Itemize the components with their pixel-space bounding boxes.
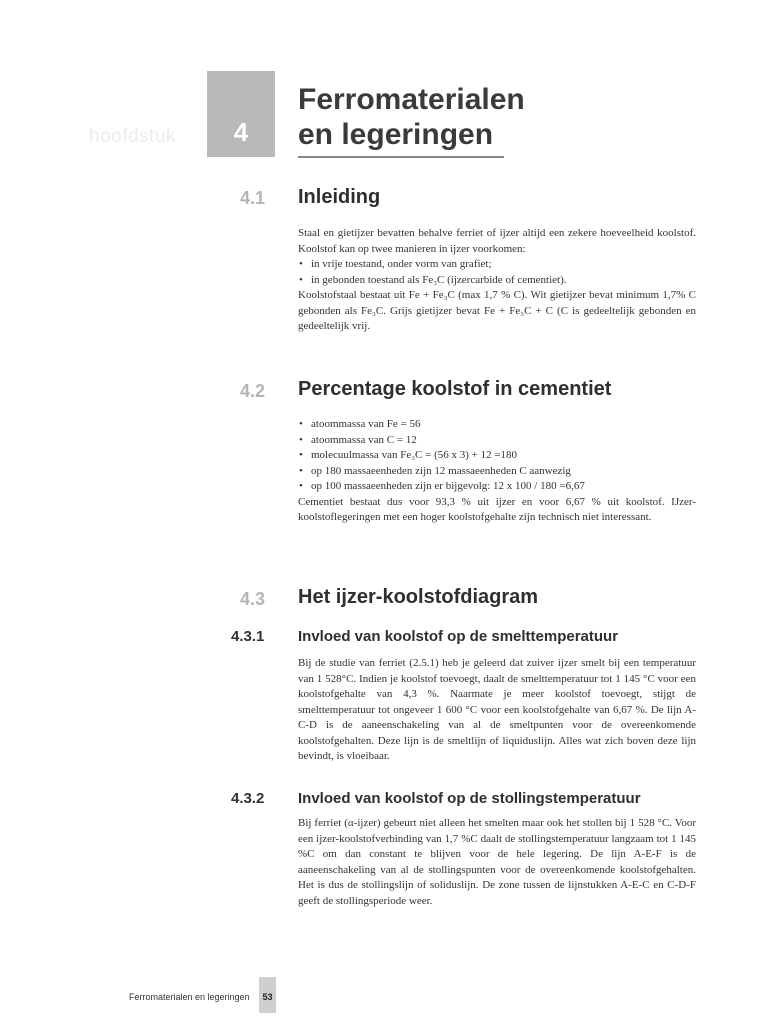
paragraph: Staal en gietijzer bevatten behalve ferriet of ijzer altijd een zekere hoeveelheid koolstof. Koolstof kan op twee manieren in ijzer voorkomen: xyxy=(298,227,696,255)
paragraph: Koolstofstaal bestaat uit Fe + Fe₃C (max 1,7 % C). Wit gietijzer bevat minimum 1,7% C gebonden als Fe₃C. Grijs gietijzer bevat Fe + Fe₃C + C (C is gedeeltelijk gebonden en gedeeltelijk vrij. xyxy=(298,289,696,332)
bullet-list xyxy=(298,257,696,288)
list-item: • atoommassa van Fe = 56 xyxy=(298,417,696,433)
subsection-number: 4.3.2 xyxy=(231,790,265,807)
list-item: • in vrije toestand, onder vorm van grafiet; xyxy=(298,257,696,273)
chapter-title xyxy=(298,82,525,152)
section-number: 4.1 xyxy=(240,188,266,208)
title-underline xyxy=(298,156,504,158)
section-title: Percentage koolstof in cementiet xyxy=(298,378,612,400)
section-number: 4.3 xyxy=(240,589,266,609)
list-item: • in gebonden toestand als Fe₃C (ijzercarbide of cementiet). xyxy=(298,273,696,289)
subsection-body xyxy=(298,816,696,909)
section-title: Het ijzer-koolstofdiagram xyxy=(298,586,539,608)
list-item: • atoommassa van C = 12 xyxy=(298,433,696,449)
subsection-title: Invloed van koolstof op de stollingstemperatuur xyxy=(298,790,641,807)
chapter-number: 4 xyxy=(233,116,249,147)
list-item: • op 180 massaeenheden zijn 12 massaeenheden C aanwezig xyxy=(298,464,696,480)
paragraph: Bij ferriet (α-ijzer) gebeurt niet alleen het smelten maar ook het stollen bij 1 528 °C. Voor een ijzer-koolstofverbinding van 1,7 %C daalt de stollingstemperatuur langzaam tot 1 145 %C om dan constant te blijven voor de hele legering. De lijn A-E-F is de aaneenschakeling van al de stollingspunten voor de overeenkomende koolstofgehalten. Het is dus de stollingslijn of soliduslijn. De zone tussen de lijnstukken A-E-C en C-D-F geeft de stollingsperiode weer. xyxy=(298,817,696,907)
paragraph: Cementiet bestaat dus voor 93,3 % uit ijzer en voor 6,67 % uit koolstof. IJzer-koolstoflegeringen met een hoger koolstofgehalte zijn technisch niet interessant. xyxy=(298,495,696,523)
subsection-number: 4.3.1 xyxy=(231,628,265,645)
list-item: • molecuulmassa van Fe₃C = (56 x 3) + 12 =180 xyxy=(298,448,696,464)
bullet-list xyxy=(298,417,696,495)
section-body xyxy=(298,417,696,526)
page-number: 53 xyxy=(262,992,273,1002)
section-body xyxy=(298,226,696,335)
list-item: • op 100 massaeenheden zijn er bijgevolg: 12 x 100 / 180 =6,67 xyxy=(298,479,696,495)
subsection-title: Invloed van koolstof op de smelttemperatuur xyxy=(298,628,619,645)
chapter-label: hoofdstuk xyxy=(89,126,176,147)
running-footer: Ferromaterialen en legeringen xyxy=(129,992,250,1002)
subsection-body xyxy=(298,656,696,765)
chapter-title-line-2: en legeringen xyxy=(298,118,494,151)
chapter-title-line-1: Ferromaterialen xyxy=(298,83,525,116)
paragraph: Bij de studie van ferriet (2.5.1) heb je geleerd dat zuiver ijzer smelt bij een temperatuur van 1 528°C. Indien je koolstof toevoegt, daalt de smelttemperatuur tot 1 145 °C voor een koolstofgehalte van 4,3 %. Naarmate je meer koolstof toevoegt, stijgt de smelttemperatuur tot ongeveer 1 600 °C voor een koolstofgehalte van 6,67 %. De lijn A-C-D is de aaneenschakeling van al de smeltpunten voor de overeenkomende koolstofgehalten. Deze lijn is de smeltlijn of liquiduslijn. Alles wat zich boven deze lijn bevindt, is vloeibaar. xyxy=(298,657,696,762)
section-title: Inleiding xyxy=(298,186,381,208)
section-number: 4.2 xyxy=(240,381,266,401)
